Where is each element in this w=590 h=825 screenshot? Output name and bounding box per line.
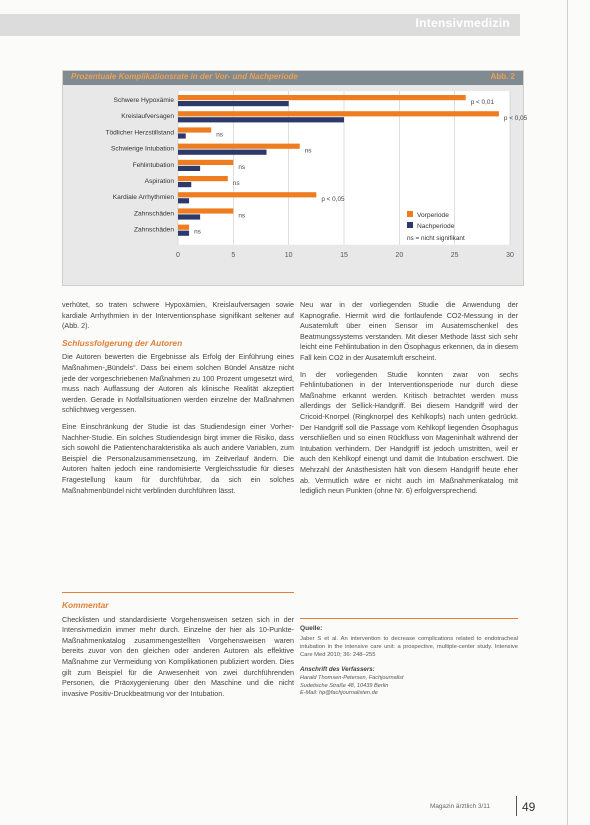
address-line-3: E-Mail: hp@fachjournalisten.de [300,690,378,697]
category-label: Aspiration [144,178,174,185]
source-title: Quelle: [300,625,323,632]
bar-nachperiode [178,150,267,155]
heading-schlussfolgerung: Schlussfolgerung der Autoren [62,337,183,348]
section-title: Intensivmedizin [415,16,510,30]
bar-nachperiode [178,182,191,187]
legend-label: Vorperiode [417,212,449,219]
right-paragraph-1: Neu war in der vorliegenden Studie die Anwendung der Kapnografie. Hiermit wird die fortlaufende CO2-Messung in der Ausatemluft über einen Sensor im Ausatemschenkel des Beatmungssystems verstanden. Mit dieser Methode lässt sich sehr leicht eine Fehlintubation in den Ösophagus erkennen, da in diesem Fall kein CO2 in der Ausatemluft erscheint. [300,300,518,362]
bar-vorperiode [178,95,466,100]
significance-label: ns [232,180,240,187]
bar-vorperiode [178,192,316,197]
category-label: Kreislaufversagen [121,113,174,121]
x-tick-label: 15 [340,251,348,259]
bar-nachperiode [178,133,186,138]
x-tick-label: 30 [506,251,514,259]
x-tick-label: 25 [450,251,459,259]
right-paragraph-2: In der vorliegenden Studie konnten zwar von sechs Fehlintubationen in der Interventionsperiode nur durch diese Maßnahme erkannt werden. Kritisch betrachtet werden muss allerdings der Sellick-Handgriff. Bei diesem Handgriff wird der Cricoid-Knorpel (Ringknorpel des Kehlkopfs) nach unten gedrückt. Der Handgriff soll die Passage vom Kehlkopf liegenden Ösophagus verschließen und so einen Rückfluss von Mageninhalt während der Intubation verhindern. Der Handgriff ist jedoch umstritten, weil er auch den Kehlkopf einengt und damit die Intubation erschwert. Die Mehrzahl der Anästhesisten hält von diesem Handgriff heute eher ab. Vermutlich wäre er nicht auch im Maßnahmenkatalog mit lediglich neun Punkten (ohne Nr. 6) erfolgversprechend. [300,369,518,496]
bar-vorperiode [178,111,499,116]
footer-magazine: Magazin ärztlich 3/11 [430,803,490,810]
source-block [300,622,518,698]
significance-label: p < 0,01 [470,99,495,106]
bar-vorperiode [178,176,228,181]
footer-separator [516,796,517,816]
bar-nachperiode [178,166,200,171]
significance-label: ns [238,212,246,220]
x-tick-label: 0 [176,251,180,259]
right-column [300,300,518,503]
bar-nachperiode [178,198,189,203]
heading-kommentar: Kommentar [62,600,109,610]
bar-vorperiode [178,208,233,213]
category-label: Schwere Hypoxämie [113,97,174,104]
bar-nachperiode [178,231,189,236]
address-line-2: Sudetische Straße 48, 10439 Berlin [300,682,389,689]
legend-note: ns = nicht signifikant [407,235,465,242]
significance-label: p < 0,05 [503,115,528,123]
x-tick-label: 10 [284,251,293,259]
legend-swatch [407,211,413,217]
significance-label: ns [194,228,201,236]
significance-label: ns [216,131,223,139]
kommentar-paragraph: Checklisten und standardisierte Vorgehensweisen setzen sich in der Intensivmedizin immer mehr durch. Einzelne der hier als 10-Punkte-Maßnahmenkatalog zusammengestellten Vorgehensweisen waren bereits zuvor von den gleichen oder anderen Autoren als effektive Maßnahme zur Vermeidung von Komplikationen publiziert worden. Dies gilt zum Beispiel für die Anwesenheit von zwei durchführenden Personen, die Präoxygenierung über den Maschine und die nicht invasive Positiv-Druckbeatmung vor der Intubation. [62,614,294,698]
source-text: Jaber S et al. An intervention to decrease complications related to endotracheal intubation in the intensive care unit: a prospective, multiple-center study. Intensive Care Med 2010; 36: 248–255 [300,635,518,658]
address-title: Anschrift des Verfassers: [300,665,375,673]
bar-vorperiode [178,160,233,165]
left-paragraph-2: Die Autoren bewerten die Ergebnisse als Erfolg der Einführung eines Maßnahmen-„Bündels“. Dass bei einem solchen Bündel Ansätze nicht jede der vorgeschriebenen Maßnahmen zu 100 Prozent umgesetzt wird, muss nach Auffassung der Autoren als klinische Realität akzeptiert werden. Gerade in Notfallsituationen werden einzelne der Maßnahmen schlichtweg vergessen. [62,352,294,415]
category-label: Kardiale Arrhythmien [112,194,174,202]
legend-label: Nachperiode [417,223,455,230]
significance-label: p < 0,05 [321,196,345,204]
kommentar-rule [62,592,294,593]
category-label: Fehlintubation [132,161,174,169]
figure-title: Prozentuale Komplikationsrate in der Vor- und Nachperiode [71,72,298,81]
bar-vorperiode [178,225,189,230]
address-line-1: Harald Thomsen-Petersen, Fachjournalist [300,675,404,682]
bar-nachperiode [178,214,200,219]
significance-label: ns [238,163,246,171]
source-rule [300,618,518,619]
bar-vorperiode [178,127,211,132]
left-paragraph-3: Eine Einschränkung der Studie ist das Studiendesign einer Vorher-Nachher-Studie. Ein solches Studiendesign birgt immer die Risiko, dass sich sowohl die Patientencharakteristika als auch andere Variablen, zum Beispiel die Personalzusammensetzung, im Zeitverlauf ändern. Die Autoren halten jedoch eine randomisierte Vergleichsstudie für dieses Fragestellung kaum für durchführbar, da sich ein solches Maßnahmenbündel nicht verblinden durchführen lässt. [62,421,294,495]
complication-rate-chart [63,71,528,285]
x-tick-label: 20 [395,251,404,259]
figure-number: Abb. 2 [490,72,515,81]
kommentar-column [62,596,294,705]
legend-swatch [407,222,413,228]
page-number: 49 [522,800,536,814]
x-tick-label: 5 [231,251,236,259]
figure-box [62,70,528,286]
left-paragraph-1: verhütet, so traten schwere Hypoxämien, Kreislaufversagen sowie kardiale Arrhythmien in der Interventionsphase signifikant seltener auf (Abb. 2). [62,300,294,331]
significance-label: ns [304,147,312,155]
category-label: Schwierige Intubation [110,145,174,153]
category-label: Zahnschäden [134,210,174,218]
left-column [62,300,294,502]
side-rule [567,0,568,825]
category-label: Tödlicher Herzstillstand [105,129,174,137]
category-label: Zahnschäden [134,226,174,234]
bar-nachperiode [178,101,289,106]
bar-vorperiode [178,144,300,149]
bar-nachperiode [178,117,344,122]
